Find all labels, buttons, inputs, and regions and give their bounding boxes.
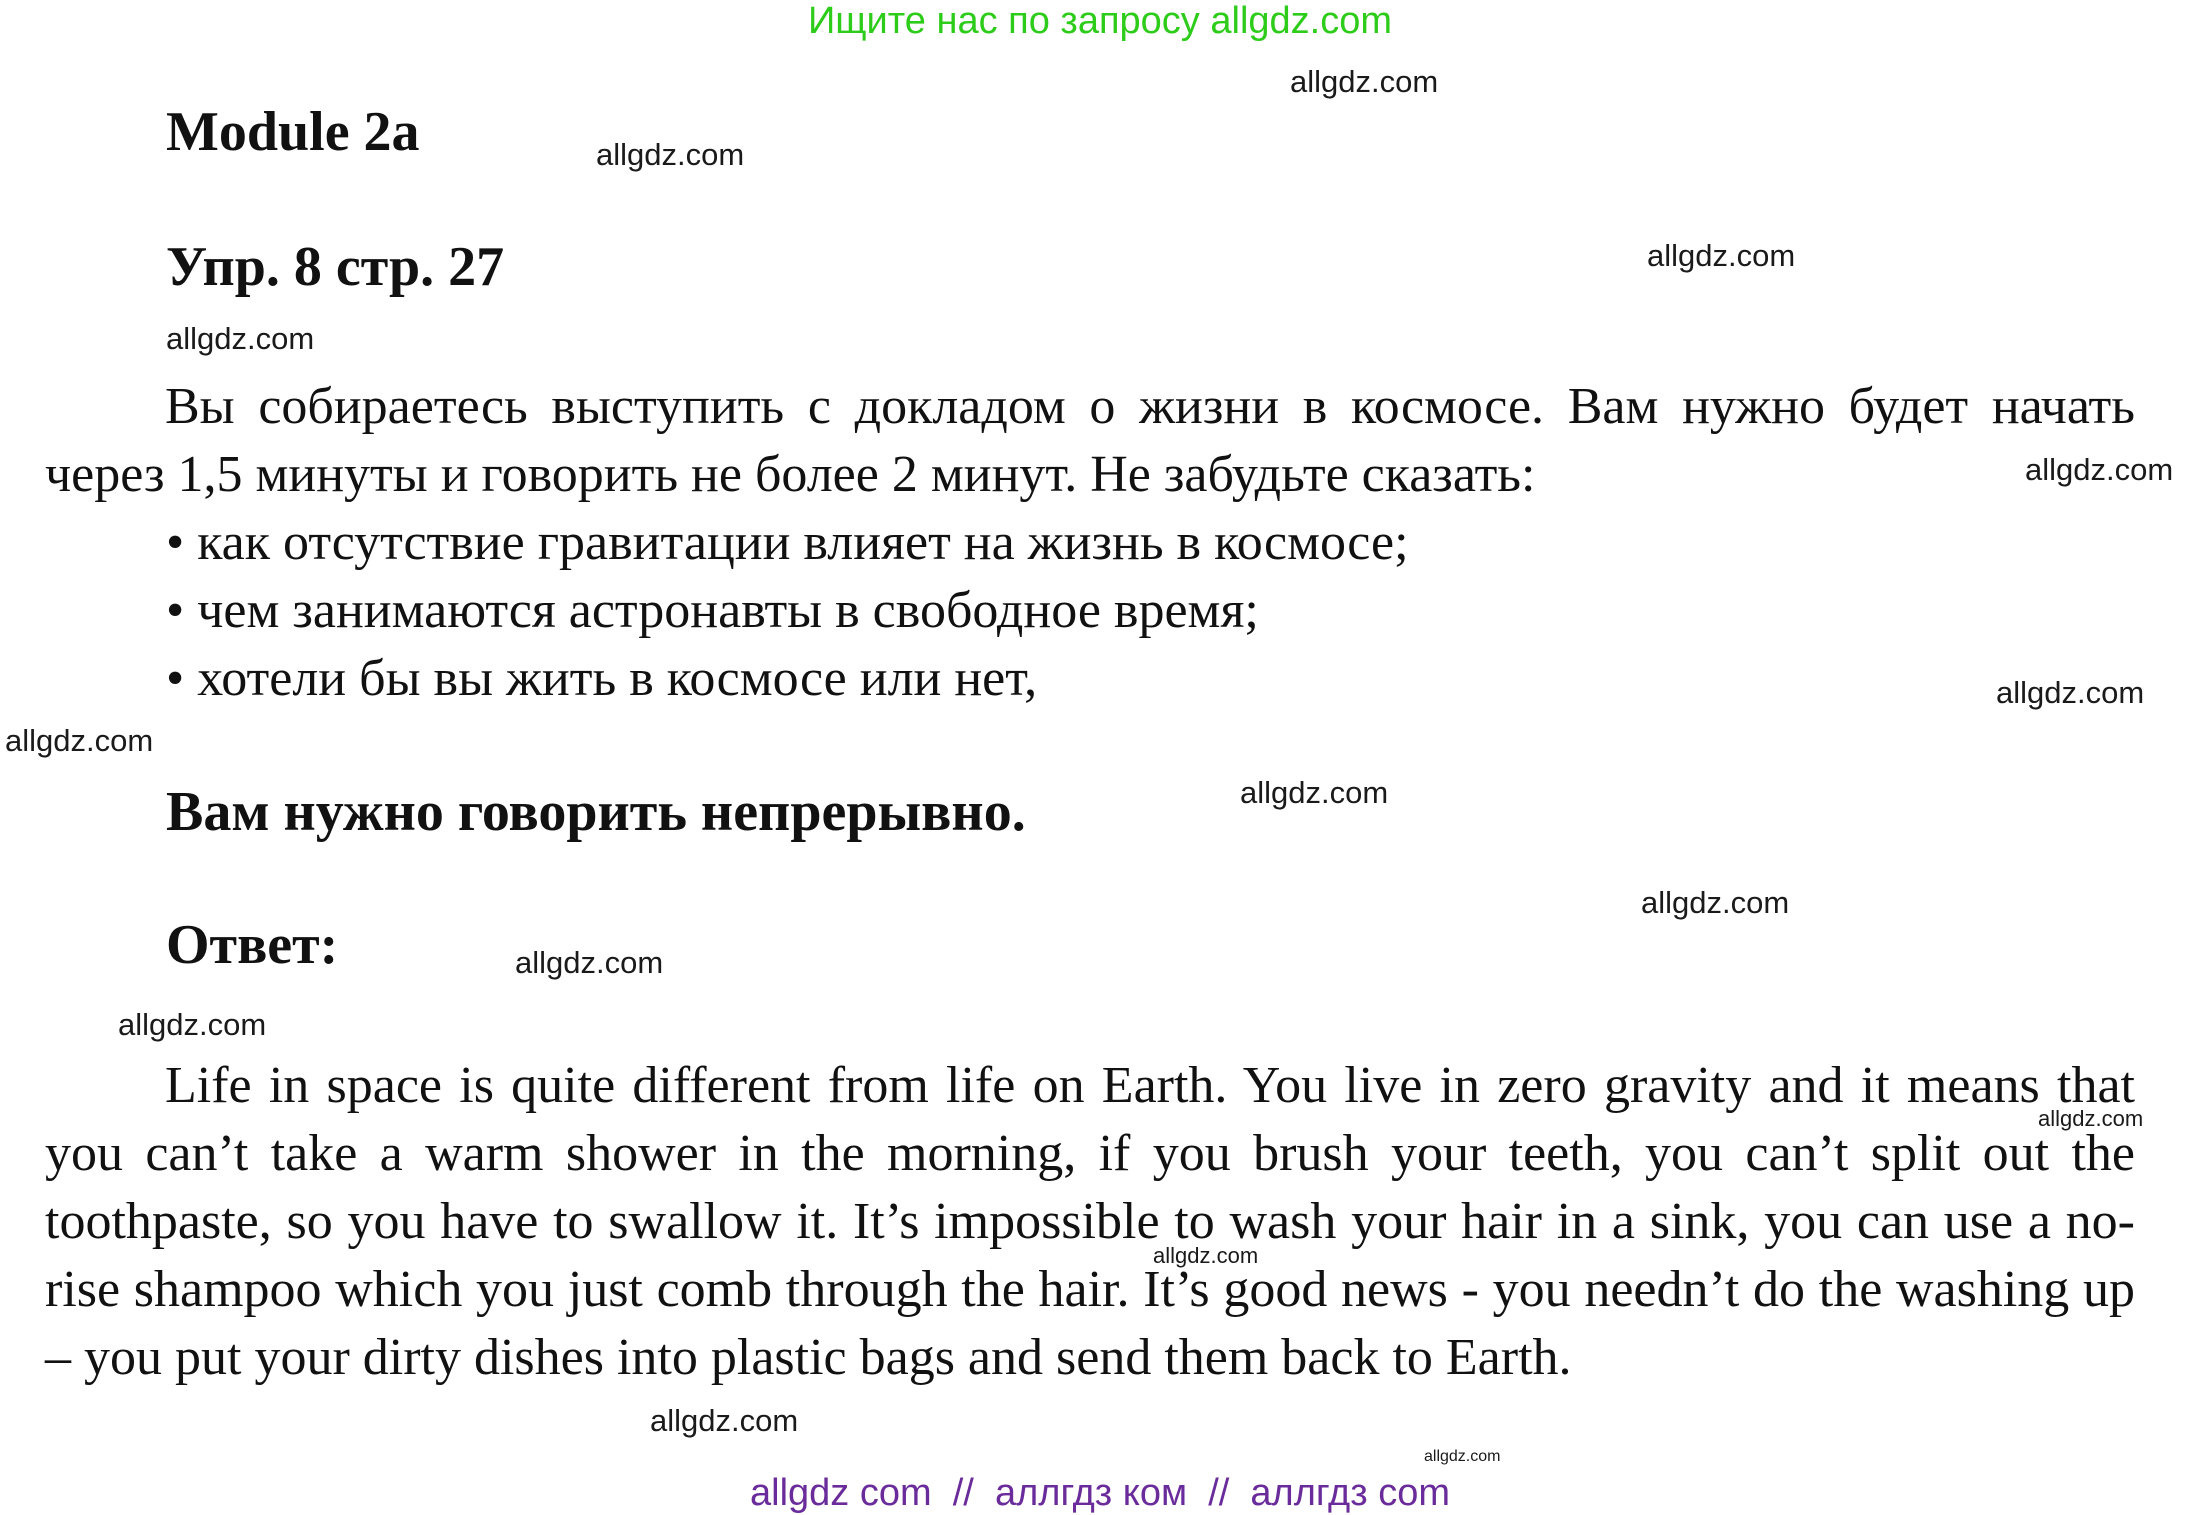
watermark: allgdz.com [515,945,664,980]
watermark: allgdz.com [118,1007,267,1042]
exercise-title: Упр. 8 стр. 27 [166,236,505,298]
module-title: Module 2a [166,101,420,163]
watermark: allgdz.com [1290,64,1439,99]
watermark: allgdz.com [5,723,154,758]
watermark: allgdz.com [2038,1106,2144,1131]
footer-links: allgdz com // аллгдз ком // аллгдз com [750,1472,1450,1514]
answer-text: Life in space is quite different from life on Earth. You live in zero gravity and it means that you can’t take a warm shower in the morning, if you brush your teeth, you can’t split out the toothpaste, so you have to swallow it. It’s impossible to wash your hair in a sink, you can use a no-rise shampoo which you just comb through the hair. It’s good news - you needn’t do the washing up – you put your dirty dishes into plastic bags and send them back to Earth. [45,1057,2135,1386]
watermark: allgdz.com [1153,1243,1259,1268]
task-bullet-3: • хотели бы вы жить в космосе или нет, [166,650,1038,707]
watermark: allgdz.com [596,137,745,172]
watermark: allgdz.com [1647,238,1796,273]
watermark: allgdz.com [1240,775,1389,810]
watermark: allgdz.com [1641,885,1790,920]
watermark: allgdz.com [2025,452,2174,487]
watermark: allgdz.com [650,1403,799,1438]
watermark: allgdz.com [166,321,315,356]
task-bullet-2: • чем занимаются астронавты в свободное время; [166,582,1259,639]
top-banner: Ищите нас по запросу allgdz.com [807,0,1392,42]
watermark: allgdz.com [1424,1448,1501,1465]
watermark: allgdz.com [1996,675,2145,710]
task-bullet-1: • как отсутствие гравитации влияет на жизнь в космосе; [166,514,1409,571]
task-note: Вам нужно говорить непрерывно. [166,781,1026,843]
task-intro: Вы собираетесь выступить с докладом о жизни в космосе. Вам нужно будет начать через 1,5 минуты и говорить не более 2 минут. Не забудьте сказать: [45,378,2135,503]
answer-label: Ответ: [166,914,339,976]
